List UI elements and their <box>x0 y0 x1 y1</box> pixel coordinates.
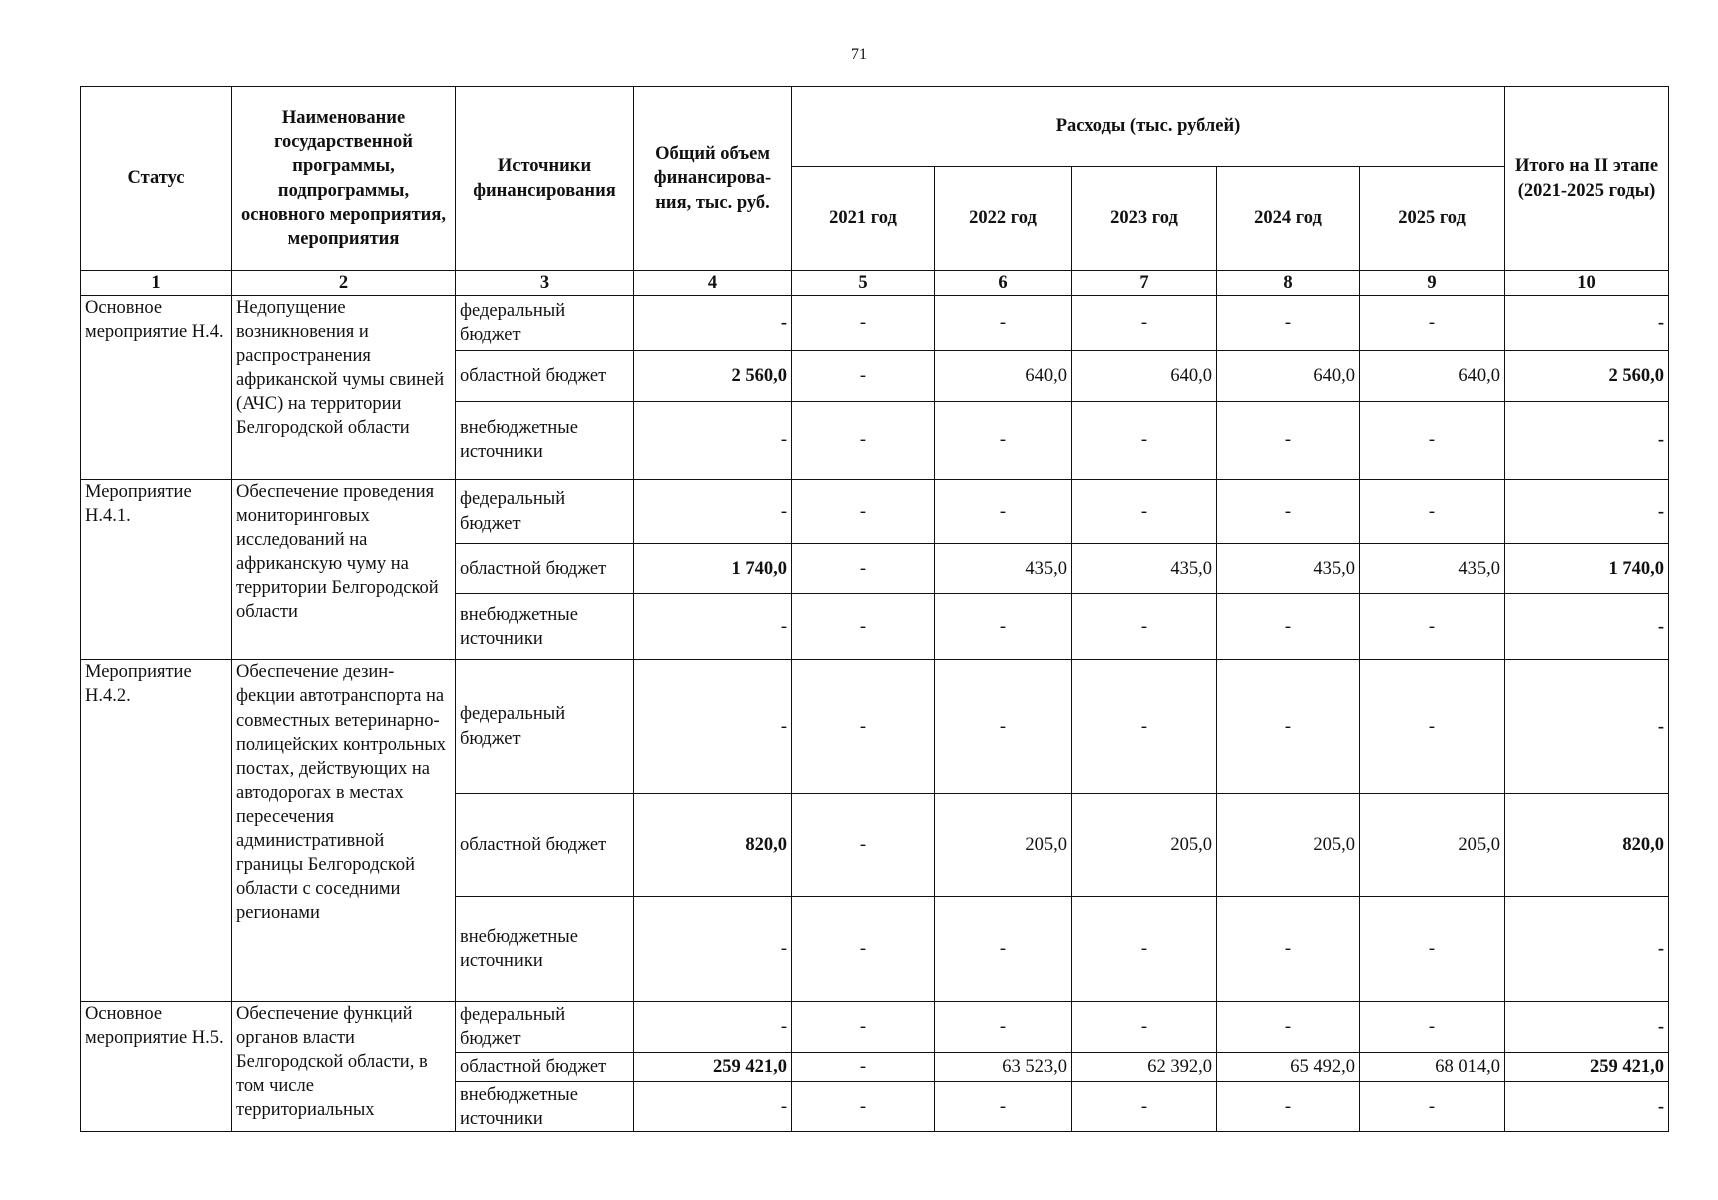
year-2025-cell: - <box>1360 896 1505 1001</box>
stage-total-cell: - <box>1505 1001 1669 1052</box>
header-status: Статус <box>81 87 232 271</box>
status-cell: Мероприятие Н.4.1. <box>81 479 232 660</box>
total-cell: - <box>634 660 792 793</box>
year-2024-cell: - <box>1217 660 1360 793</box>
column-number: 4 <box>634 271 792 296</box>
year-2021-cell: - <box>792 350 935 401</box>
year-2022-cell: - <box>935 896 1072 1001</box>
stage-total-cell: - <box>1505 896 1669 1001</box>
year-2022-cell: - <box>935 593 1072 660</box>
header-year-2021: 2021 год <box>792 167 935 271</box>
year-2022-cell: 640,0 <box>935 350 1072 401</box>
source-cell: федеральный бюджет <box>456 1001 634 1052</box>
year-2024-cell: 65 492,0 <box>1217 1053 1360 1082</box>
year-2021-cell: - <box>792 479 935 544</box>
year-2021-cell: - <box>792 896 935 1001</box>
year-2022-cell: - <box>935 1082 1072 1132</box>
header-total-volume: Общий объем финансирова-ния, тыс. руб. <box>634 87 792 271</box>
column-number: 2 <box>232 271 456 296</box>
source-cell: областной бюджет <box>456 1053 634 1082</box>
year-2024-cell: - <box>1217 896 1360 1001</box>
year-2021-cell: - <box>792 1082 935 1132</box>
header-year-2025: 2025 год <box>1360 167 1505 271</box>
year-2024-cell: - <box>1217 1001 1360 1052</box>
stage-total-cell: - <box>1505 479 1669 544</box>
source-cell: федеральный бюджет <box>456 296 634 351</box>
stage-total-cell: - <box>1505 402 1669 480</box>
year-2023-cell: 62 392,0 <box>1072 1053 1217 1082</box>
year-2024-cell: - <box>1217 1082 1360 1132</box>
stage-total-cell: - <box>1505 296 1669 351</box>
year-2023-cell: - <box>1072 896 1217 1001</box>
year-2023-cell: - <box>1072 479 1217 544</box>
budget-table <box>80 86 1669 1132</box>
name-cell: Обеспечение дезин-фекции автотранспорта на совместных ветеринарно-полицейских контрольных постах, действующих на автодорогах в местах пересечения административной границы Белгородской области с соседними регионами <box>232 660 456 1001</box>
status-cell: Основное мероприятие Н.5. <box>81 1001 232 1131</box>
name-cell: Обеспечение функций органов власти Белгородской области, в том числе территориальных <box>232 1001 456 1131</box>
year-2025-cell: - <box>1360 1082 1505 1132</box>
total-cell: - <box>634 1001 792 1052</box>
year-2022-cell: - <box>935 402 1072 480</box>
year-2022-cell: - <box>935 660 1072 793</box>
year-2025-cell: 640,0 <box>1360 350 1505 401</box>
year-2023-cell: 435,0 <box>1072 544 1217 593</box>
year-2023-cell: 205,0 <box>1072 793 1217 896</box>
stage-total-cell: 259 421,0 <box>1505 1053 1669 1082</box>
year-2023-cell: 640,0 <box>1072 350 1217 401</box>
year-2025-cell: 435,0 <box>1360 544 1505 593</box>
year-2021-cell: - <box>792 544 935 593</box>
year-2022-cell: 435,0 <box>935 544 1072 593</box>
year-2021-cell: - <box>792 793 935 896</box>
source-cell: внебюджетные источники <box>456 1082 634 1132</box>
year-2022-cell: 63 523,0 <box>935 1053 1072 1082</box>
column-number-row <box>81 271 1669 296</box>
source-cell: внебюджетные источники <box>456 593 634 660</box>
table-row <box>81 479 1669 544</box>
year-2025-cell: - <box>1360 660 1505 793</box>
year-2022-cell: - <box>935 296 1072 351</box>
source-cell: внебюджетные источники <box>456 402 634 480</box>
year-2022-cell: - <box>935 479 1072 544</box>
column-number: 5 <box>792 271 935 296</box>
total-cell: 1 740,0 <box>634 544 792 593</box>
total-cell: - <box>634 896 792 1001</box>
year-2023-cell: - <box>1072 1001 1217 1052</box>
table-row <box>81 1001 1669 1052</box>
table-row <box>81 660 1669 793</box>
table-header <box>81 87 1669 296</box>
name-cell: Недопущение возникновения и распространения африканской чумы свиней (АЧС) на территории Белгородской области <box>232 296 456 480</box>
year-2024-cell: - <box>1217 296 1360 351</box>
total-cell: - <box>634 479 792 544</box>
header-year-2023: 2023 год <box>1072 167 1217 271</box>
year-2025-cell: - <box>1360 593 1505 660</box>
status-cell: Мероприятие Н.4.2. <box>81 660 232 1001</box>
column-number: 9 <box>1360 271 1505 296</box>
year-2021-cell: - <box>792 660 935 793</box>
year-2025-cell: - <box>1360 1001 1505 1052</box>
year-2023-cell: - <box>1072 296 1217 351</box>
year-2021-cell: - <box>792 593 935 660</box>
name-cell: Обеспечение проведения мониторинговых исследований на африканскую чуму на территории Белгородской области <box>232 479 456 660</box>
year-2024-cell: 435,0 <box>1217 544 1360 593</box>
year-2025-cell: 68 014,0 <box>1360 1053 1505 1082</box>
page-number: 71 <box>851 46 867 63</box>
column-number: 3 <box>456 271 634 296</box>
source-cell: областной бюджет <box>456 350 634 401</box>
year-2023-cell: - <box>1072 402 1217 480</box>
year-2024-cell: - <box>1217 593 1360 660</box>
year-2025-cell: - <box>1360 402 1505 480</box>
source-cell: внебюджетные источники <box>456 896 634 1001</box>
stage-total-cell: - <box>1505 593 1669 660</box>
stage-total-cell: - <box>1505 1082 1669 1132</box>
year-2021-cell: - <box>792 1053 935 1082</box>
year-2021-cell: - <box>792 296 935 351</box>
total-cell: - <box>634 1082 792 1132</box>
total-cell: 259 421,0 <box>634 1053 792 1082</box>
column-number: 10 <box>1505 271 1669 296</box>
year-2022-cell: 205,0 <box>935 793 1072 896</box>
stage-total-cell: - <box>1505 660 1669 793</box>
year-2025-cell: 205,0 <box>1360 793 1505 896</box>
header-stage-total: Итого на II этапе (2021-2025 годы) <box>1505 87 1669 271</box>
total-cell: 2 560,0 <box>634 350 792 401</box>
table-row <box>81 296 1669 351</box>
stage-total-cell: 2 560,0 <box>1505 350 1669 401</box>
source-cell: областной бюджет <box>456 544 634 593</box>
table-body <box>81 296 1669 1132</box>
status-cell: Основное мероприятие Н.4. <box>81 296 232 480</box>
year-2023-cell: - <box>1072 593 1217 660</box>
year-2022-cell: - <box>935 1001 1072 1052</box>
year-2024-cell: - <box>1217 402 1360 480</box>
column-number: 1 <box>81 271 232 296</box>
source-cell: федеральный бюджет <box>456 660 634 793</box>
column-number: 8 <box>1217 271 1360 296</box>
header-year-2022: 2022 год <box>935 167 1072 271</box>
total-cell: 820,0 <box>634 793 792 896</box>
source-cell: областной бюджет <box>456 793 634 896</box>
year-2021-cell: - <box>792 402 935 480</box>
column-number: 7 <box>1072 271 1217 296</box>
year-2023-cell: - <box>1072 1082 1217 1132</box>
stage-total-cell: 820,0 <box>1505 793 1669 896</box>
header-name: Наименование государственной программы, подпрограммы, основного мероприятия, мероприятия <box>232 87 456 271</box>
total-cell: - <box>634 402 792 480</box>
year-2023-cell: - <box>1072 660 1217 793</box>
stage-total-cell: 1 740,0 <box>1505 544 1669 593</box>
year-2024-cell: 205,0 <box>1217 793 1360 896</box>
header-sources: Источники финансирования <box>456 87 634 271</box>
year-2025-cell: - <box>1360 479 1505 544</box>
source-cell: федеральный бюджет <box>456 479 634 544</box>
header-year-2024: 2024 год <box>1217 167 1360 271</box>
year-2021-cell: - <box>792 1001 935 1052</box>
total-cell: - <box>634 296 792 351</box>
header-expenses: Расходы (тыс. рублей) <box>792 87 1505 167</box>
column-number: 6 <box>935 271 1072 296</box>
year-2024-cell: - <box>1217 479 1360 544</box>
total-cell: - <box>634 593 792 660</box>
year-2025-cell: - <box>1360 296 1505 351</box>
year-2024-cell: 640,0 <box>1217 350 1360 401</box>
